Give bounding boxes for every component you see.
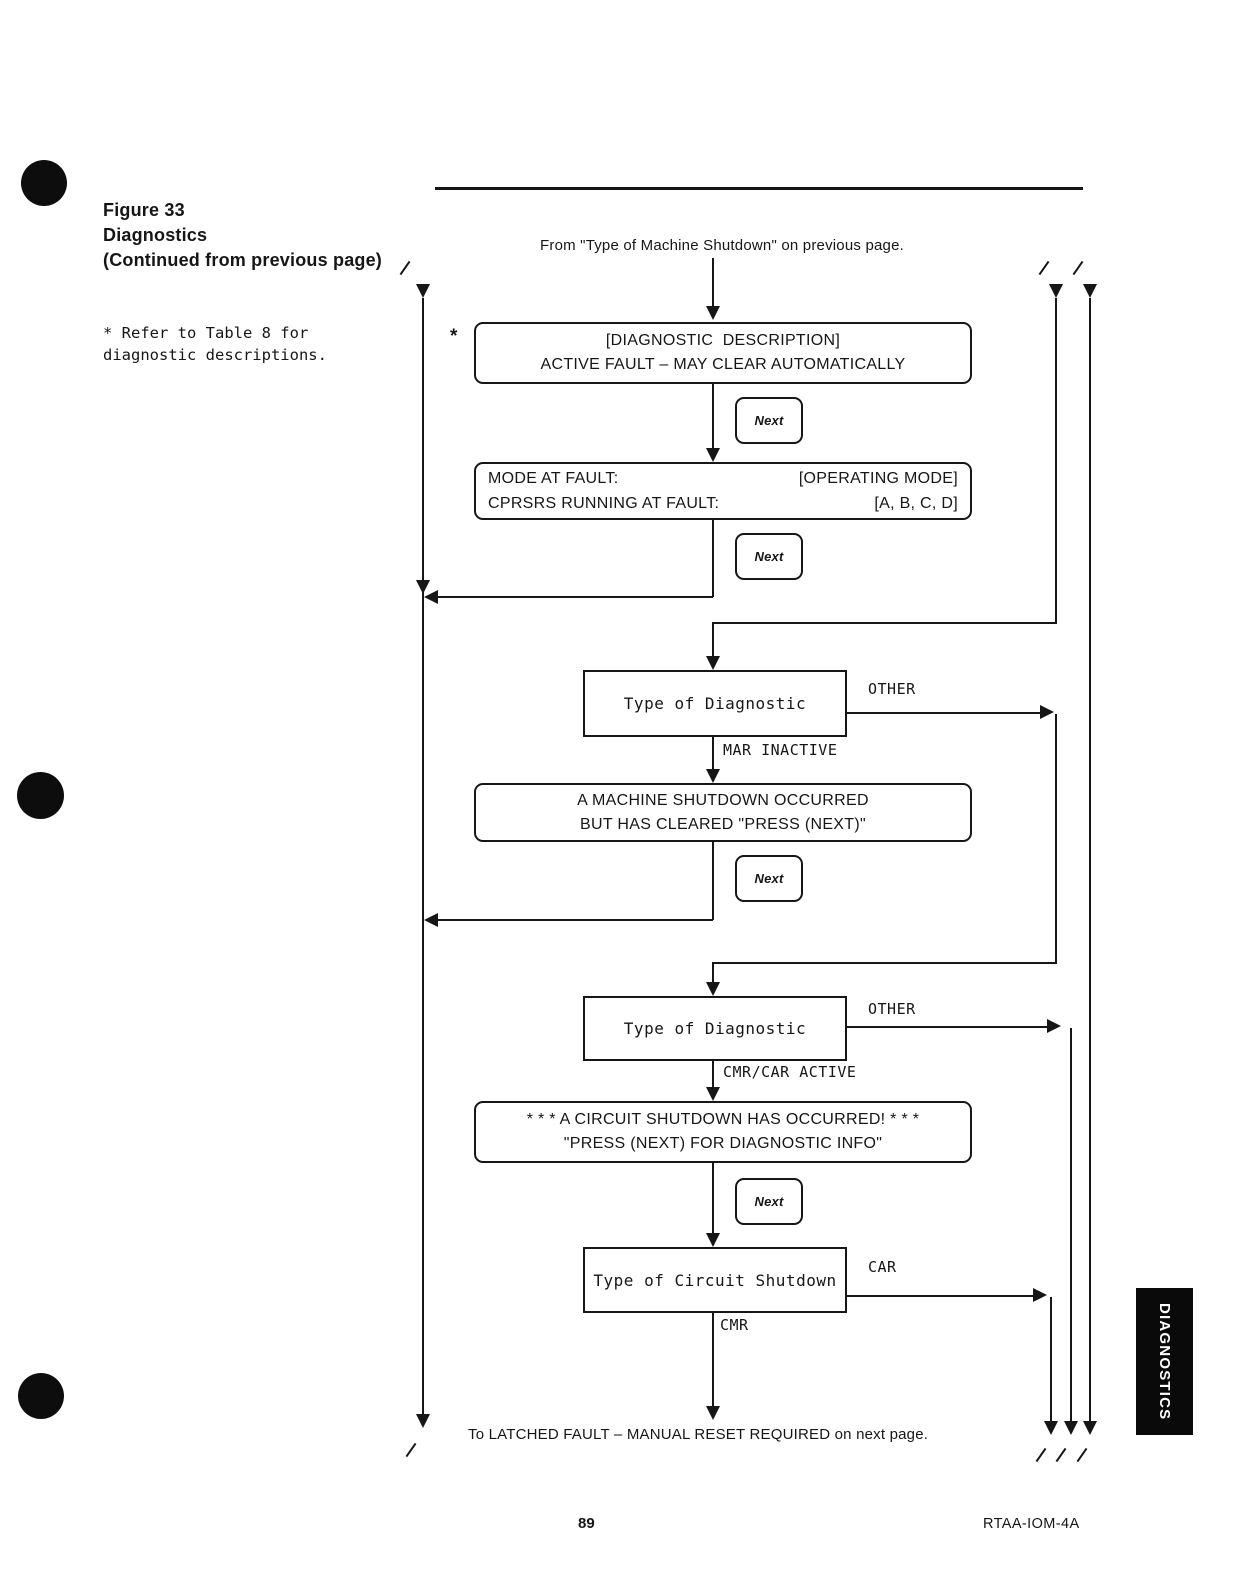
arrowhead-down-icon — [706, 1233, 720, 1247]
box-line: * * * A CIRCUIT SHUTDOWN HAS OCCURRED! * * * — [526, 1111, 920, 1128]
connector-cmr — [712, 1309, 714, 1408]
arrowhead-down-icon — [706, 656, 720, 670]
break-mark-icon — [1036, 1448, 1047, 1462]
break-mark-icon — [1073, 261, 1084, 275]
next-key: Next — [735, 1178, 803, 1225]
box-line: "PRESS (NEXT) FOR DIAGNOSTIC INFO" — [563, 1135, 883, 1152]
branch-label-cmr-car-active: CMR/CAR ACTIVE — [723, 1063, 857, 1081]
box-type-of-diagnostic-1: Type of Diagnostic — [583, 670, 847, 737]
arrowhead-down-icon — [706, 769, 720, 783]
connector-other-2 — [843, 1026, 1047, 1028]
arrowhead-down-icon — [706, 1087, 720, 1101]
branch-label-cmr: CMR — [720, 1316, 749, 1334]
branch-label-other-1: OTHER — [868, 680, 916, 698]
arrowhead-down-icon — [706, 448, 720, 462]
box-circuit-shutdown — [474, 1101, 972, 1163]
connector-right-c — [1089, 298, 1091, 1421]
connector-flow — [712, 1159, 714, 1235]
field-label: MODE AT FAULT: — [488, 470, 619, 487]
figure-header — [103, 198, 382, 273]
arrowhead-down-icon — [416, 1414, 430, 1428]
to-next-page-caption: To LATCHED FAULT – MANUAL RESET REQUIRED on next page. — [468, 1426, 929, 1443]
arrowhead-right-icon — [1033, 1288, 1047, 1302]
arrowhead-down-icon — [1083, 284, 1097, 298]
arrowhead-down-icon — [1083, 1421, 1097, 1435]
asterisk-marker: * — [450, 326, 458, 347]
connector-loop-back-2 — [434, 919, 713, 921]
connector-entry — [712, 258, 714, 306]
section-tab-diagnostics — [1136, 1288, 1193, 1435]
arrowhead-down-icon — [1049, 284, 1063, 298]
field-label: CPRSRS RUNNING AT FAULT: — [488, 495, 720, 512]
connector-other-1 — [712, 962, 714, 984]
connector-mar-inactive — [712, 733, 714, 771]
arrowhead-down-icon — [416, 284, 430, 298]
branch-label-car: CAR — [868, 1258, 897, 1276]
break-mark-icon — [1039, 261, 1050, 275]
connector-other-1 — [713, 962, 1057, 964]
figure-subtitle: (Continued from previous page) — [103, 250, 383, 270]
box-type-of-circuit-shutdown: Type of Circuit Shutdown — [583, 1247, 847, 1313]
footnote — [103, 322, 327, 366]
binder-hole-icon — [18, 1373, 64, 1419]
box-row — [488, 491, 958, 516]
box-line: BUT HAS CLEARED "PRESS (NEXT)" — [580, 815, 866, 833]
box-line: [DIAGNOSTIC DESCRIPTION] — [605, 332, 841, 349]
next-key: Next — [735, 397, 803, 444]
binder-hole-icon — [17, 772, 64, 819]
arrowhead-right-icon — [1040, 705, 1054, 719]
box-diagnostic-description — [474, 322, 972, 384]
top-rule — [435, 187, 1083, 190]
branch-label-other-2: OTHER — [868, 1000, 916, 1018]
arrowhead-right-icon — [1047, 1019, 1061, 1033]
footnote-line1: * Refer to Table 8 for — [103, 324, 309, 342]
arrowhead-down-icon — [706, 982, 720, 996]
box-mode-at-fault — [474, 462, 972, 520]
field-value: [A, B, C, D] — [874, 495, 958, 512]
box-type-of-diagnostic-2: Type of Diagnostic — [583, 996, 847, 1061]
connector-car — [843, 1295, 1033, 1297]
connector-flow — [712, 838, 714, 920]
box-machine-shutdown — [474, 783, 972, 842]
figure-title: Diagnostics — [103, 225, 208, 245]
section-tab-label: DIAGNOSTICS — [1156, 1302, 1173, 1421]
connector-cmr-car — [712, 1057, 714, 1089]
connector-other-1 — [843, 712, 1040, 714]
box-row — [488, 466, 958, 491]
box-line: A MACHINE SHUTDOWN OCCURRED — [577, 791, 869, 809]
footnote-line2: diagnostic descriptions. — [103, 346, 327, 364]
arrowhead-down-icon — [1044, 1421, 1058, 1435]
box-line: ACTIVE FAULT – MAY CLEAR AUTOMATICALLY — [540, 356, 906, 373]
connector-right-a — [712, 622, 714, 658]
arrowhead-down-icon — [706, 1406, 720, 1420]
binder-hole-icon — [21, 160, 67, 206]
connector-other-1 — [1055, 714, 1057, 962]
connector-loop-back-1 — [434, 596, 713, 598]
figure-label: Figure 33 — [103, 200, 185, 220]
arrowhead-left-icon — [424, 590, 438, 604]
branch-label-mar-inactive: MAR INACTIVE — [723, 741, 838, 759]
connector-flow — [712, 380, 714, 450]
next-key: Next — [735, 855, 803, 902]
connector-flow — [712, 516, 714, 597]
next-key: Next — [735, 533, 803, 580]
page-number: 89 — [578, 1515, 595, 1532]
field-value: [OPERATING MODE] — [798, 470, 958, 487]
arrowhead-down-icon — [706, 306, 720, 320]
connector-car — [1050, 1297, 1052, 1421]
doc-code: RTAA-IOM-4A — [983, 1516, 1080, 1532]
connector-other-2 — [1070, 1028, 1072, 1421]
from-previous-page-caption: From "Type of Machine Shutdown" on previous page. — [540, 237, 904, 254]
break-mark-icon — [406, 1443, 417, 1457]
arrowhead-left-icon — [424, 913, 438, 927]
connector-right-a — [713, 622, 1057, 624]
arrowhead-down-icon — [1064, 1421, 1078, 1435]
break-mark-icon — [400, 261, 411, 275]
break-mark-icon — [1056, 1448, 1067, 1462]
connector-left-return — [422, 298, 424, 1414]
connector-right-a — [1055, 298, 1057, 624]
break-mark-icon — [1077, 1448, 1088, 1462]
